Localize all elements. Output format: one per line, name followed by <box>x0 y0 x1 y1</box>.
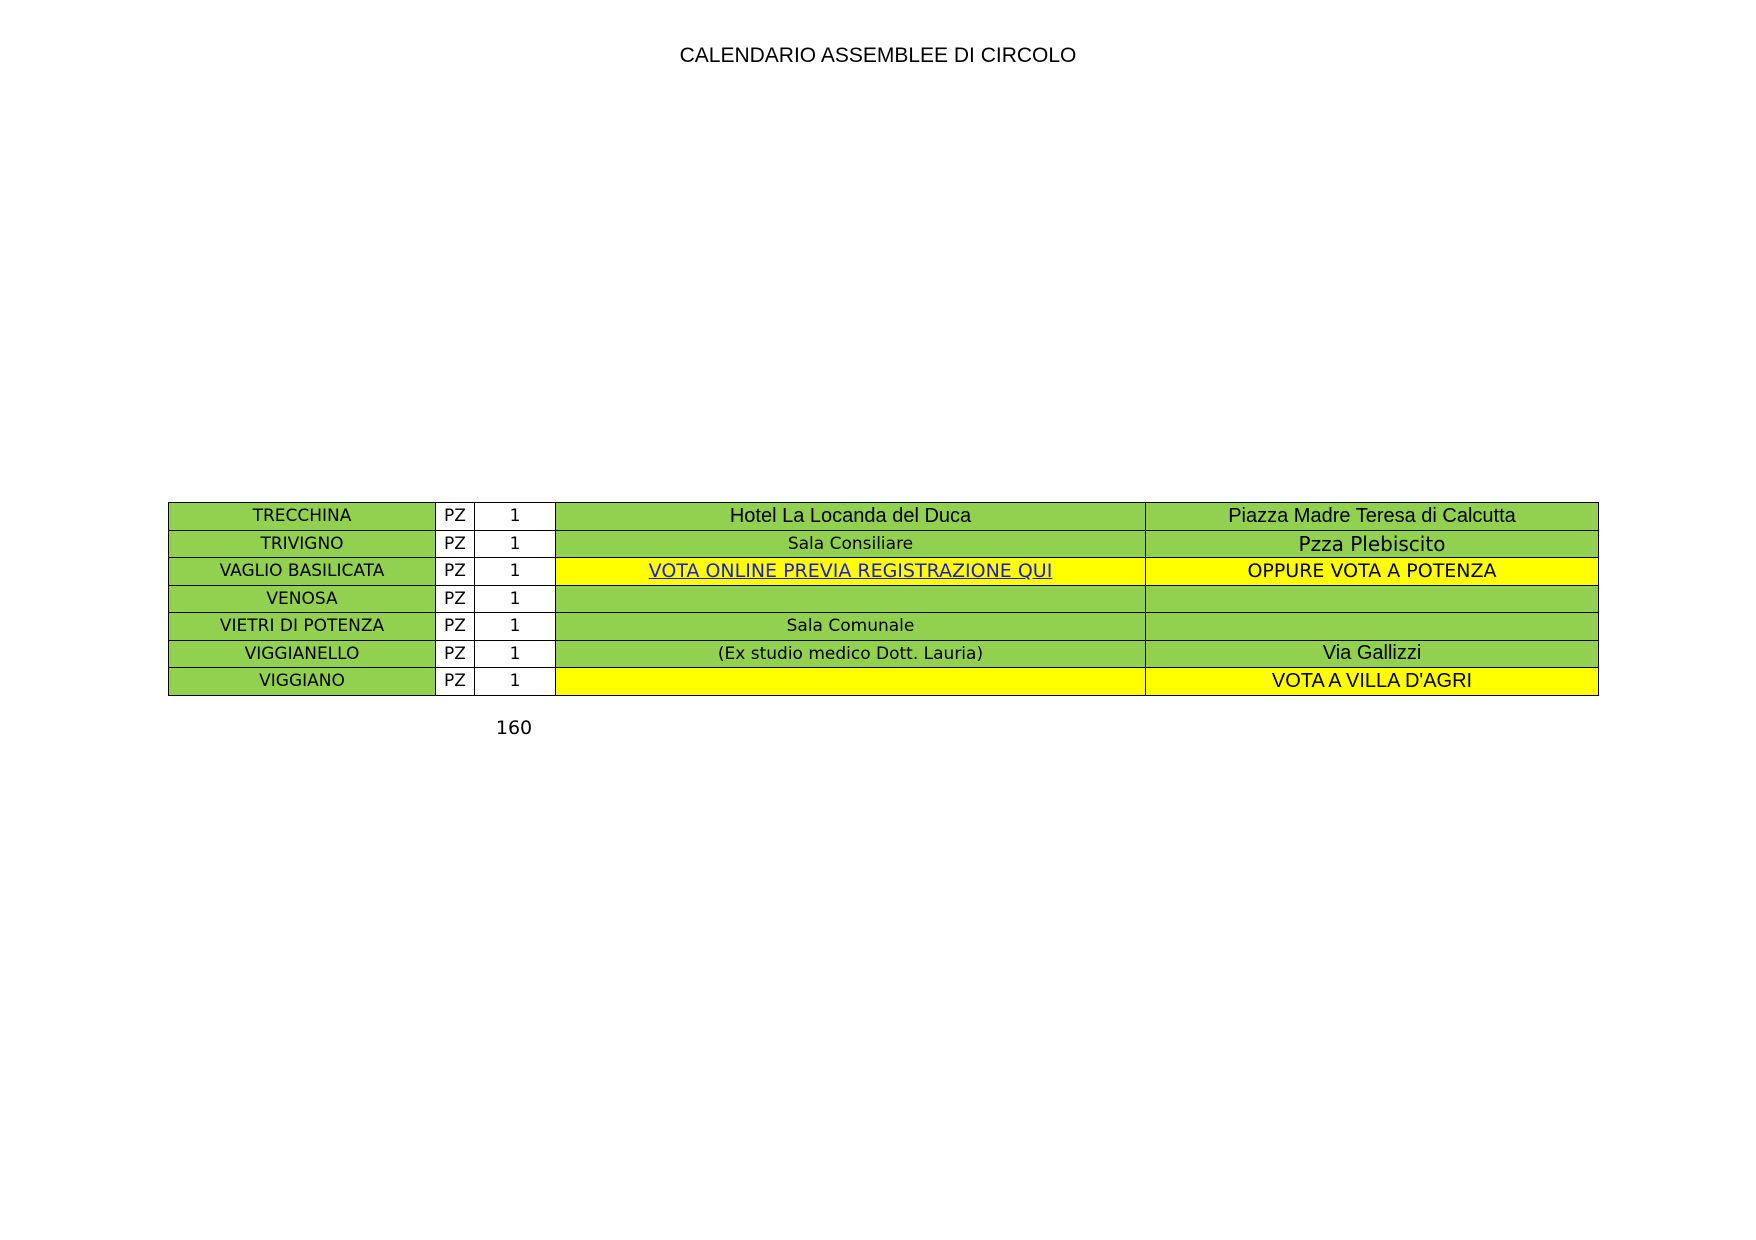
venue-cell: Sala Comunale <box>556 613 1146 641</box>
table-row <box>169 530 1599 558</box>
count-cell: 1 <box>475 530 556 558</box>
province-cell: PZ <box>436 668 475 696</box>
address-cell: Piazza Madre Teresa di Calcutta <box>1146 503 1599 531</box>
address-cell: Pzza Plebiscito <box>1146 530 1599 558</box>
venue-cell: Hotel La Locanda del Duca <box>556 503 1146 531</box>
table-row <box>169 613 1599 641</box>
count-cell: 1 <box>475 640 556 668</box>
count-cell: 1 <box>475 668 556 696</box>
address-cell: OPPURE VOTA A POTENZA <box>1146 558 1599 586</box>
town-cell: TRECCHINA <box>169 503 436 531</box>
town-cell: VIGGIANELLO <box>169 640 436 668</box>
address-cell: Via Gallizzi <box>1146 640 1599 668</box>
town-cell: VAGLIO BASILICATA <box>169 558 436 586</box>
table-row <box>169 668 1599 696</box>
venue-cell: Sala Consiliare <box>556 530 1146 558</box>
table-row <box>169 558 1599 586</box>
online-vote-link[interactable]: VOTA ONLINE PREVIA REGISTRAZIONE QUI <box>648 560 1053 583</box>
table-row <box>169 503 1599 531</box>
town-cell: VENOSA <box>169 585 436 613</box>
province-cell: PZ <box>436 585 475 613</box>
count-cell: 1 <box>475 558 556 586</box>
table-row <box>169 585 1599 613</box>
count-cell: 1 <box>475 585 556 613</box>
table-row <box>169 640 1599 668</box>
venue-cell <box>556 585 1146 613</box>
address-cell <box>1146 585 1599 613</box>
province-cell: PZ <box>436 503 475 531</box>
address-cell: VOTA A VILLA D'AGRI <box>1146 668 1599 696</box>
assemblies-table <box>168 502 1599 696</box>
venue-cell <box>556 558 1146 586</box>
town-cell: TRIVIGNO <box>169 530 436 558</box>
total-count: 160 <box>495 717 533 739</box>
town-cell: VIETRI DI POTENZA <box>169 613 436 641</box>
province-cell: PZ <box>436 640 475 668</box>
province-cell: PZ <box>436 558 475 586</box>
address-cell <box>1146 613 1599 641</box>
town-cell: VIGGIANO <box>169 668 436 696</box>
page-title: CALENDARIO ASSEMBLEE DI CIRCOLO <box>679 44 1077 67</box>
province-cell: PZ <box>436 613 475 641</box>
venue-cell <box>556 668 1146 696</box>
count-cell: 1 <box>475 503 556 531</box>
venue-cell: (Ex studio medico Dott. Lauria) <box>556 640 1146 668</box>
province-cell: PZ <box>436 530 475 558</box>
count-cell: 1 <box>475 613 556 641</box>
